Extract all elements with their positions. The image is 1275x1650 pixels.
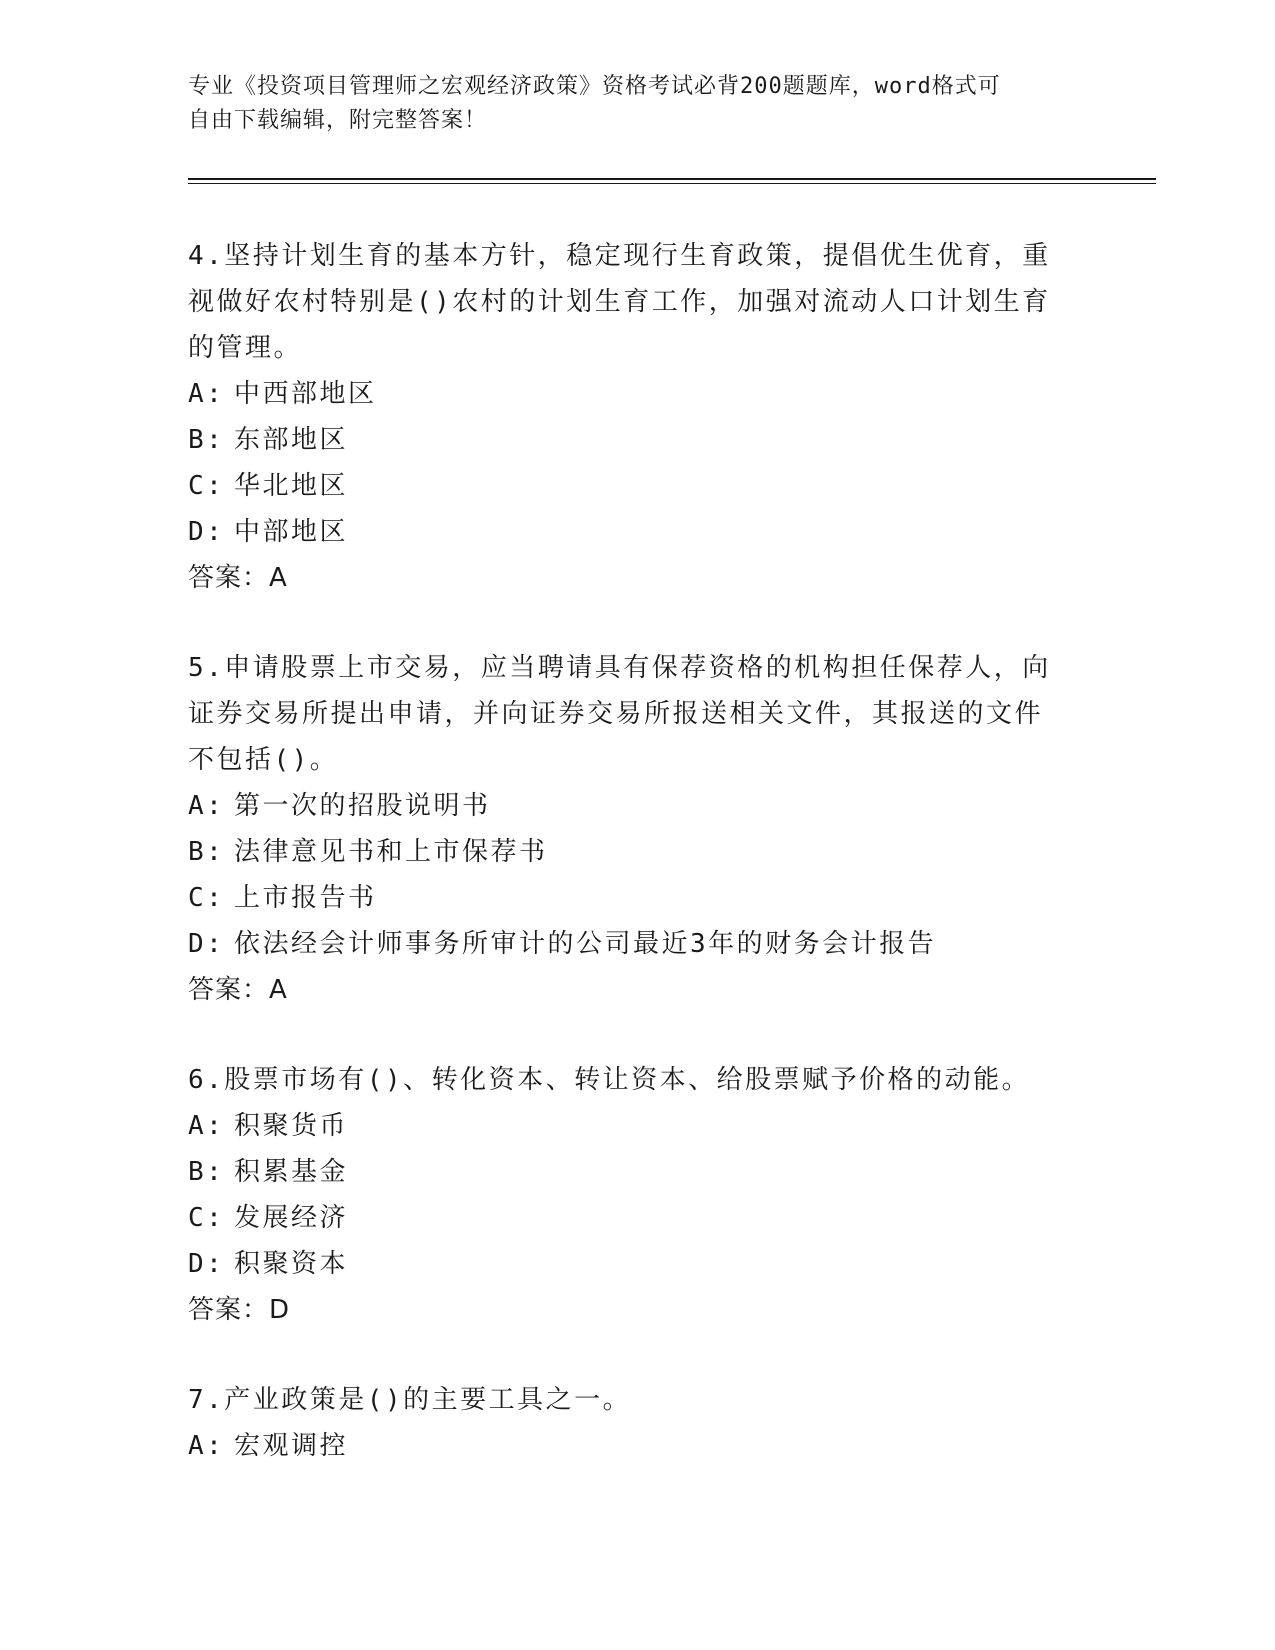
option-d <box>188 509 1068 555</box>
option-b <box>188 1149 1068 1195</box>
question-6 <box>188 1057 1068 1333</box>
answer-line: 答案：A <box>188 563 288 593</box>
stem-line: 6.股票市场有()、转化资本、转让资本、给股票赋予价格的动能。 <box>188 1065 1031 1095</box>
option-d <box>188 921 1068 967</box>
option-text: 上市报告书 <box>234 883 377 913</box>
question-4 <box>188 233 1068 601</box>
question-stem <box>188 645 1068 783</box>
stem-line: 4.坚持计划生育的基本方针，稳定现行生育政策，提倡优生优育，重 <box>188 241 1051 271</box>
document-header <box>188 70 1068 138</box>
option-letter: A: <box>188 1431 225 1461</box>
question-5 <box>188 645 1068 1013</box>
option-c <box>188 875 1068 921</box>
option-d <box>188 1241 1068 1287</box>
header-divider-thick <box>188 178 1156 180</box>
stem-line: 的管理。 <box>188 333 303 363</box>
option-text: 宏观调控 <box>234 1431 349 1461</box>
option-a <box>188 1103 1068 1149</box>
option-letter: B: <box>188 1157 225 1187</box>
option-letter: C: <box>188 1203 225 1233</box>
option-letter: D: <box>188 1249 225 1279</box>
option-b <box>188 829 1068 875</box>
option-text: 第一次的招股说明书 <box>234 791 491 821</box>
option-c <box>188 1195 1068 1241</box>
option-letter: C: <box>188 471 225 501</box>
option-letter: A: <box>188 379 225 409</box>
option-letter: D: <box>188 517 225 547</box>
stem-line: 5.申请股票上市交易，应当聘请具有保荐资格的机构担任保荐人，向 <box>188 653 1051 683</box>
option-letter: D: <box>188 929 225 959</box>
option-text: 积聚资本 <box>234 1249 349 1279</box>
header-line-2: 自由下载编辑，附完整答案！ <box>188 108 488 133</box>
question-stem <box>188 1057 1068 1103</box>
option-text: 中西部地区 <box>234 379 377 409</box>
option-letter: B: <box>188 425 225 455</box>
option-text: 法律意见书和上市保荐书 <box>234 837 548 867</box>
answer-line: 答案：D <box>188 1295 291 1325</box>
option-letter: C: <box>188 883 225 913</box>
stem-line: 视做好农村特别是()农村的计划生育工作，加强对流动人口计划生育 <box>188 287 1051 317</box>
option-text: 华北地区 <box>234 471 349 501</box>
option-b <box>188 417 1068 463</box>
header-line-1: 专业《投资项目管理师之宏观经济政策》资格考试必背200题题库，word格式可 <box>188 74 1001 99</box>
question-7 <box>188 1377 1068 1469</box>
option-text: 积累基金 <box>234 1157 349 1187</box>
header-divider-thin <box>188 183 1156 184</box>
stem-line: 7.产业政策是()的主要工具之一。 <box>188 1385 632 1415</box>
stem-line: 不包括()。 <box>188 745 339 775</box>
option-letter: B: <box>188 837 225 867</box>
question-stem <box>188 1377 1068 1423</box>
question-stem <box>188 233 1068 371</box>
option-a <box>188 783 1068 829</box>
stem-line: 证券交易所提出申请，并向证券交易所报送相关文件，其报送的文件 <box>188 699 1044 729</box>
option-letter: A: <box>188 791 225 821</box>
option-text: 积聚货币 <box>234 1111 349 1141</box>
option-a <box>188 1423 1068 1469</box>
option-text: 发展经济 <box>234 1203 349 1233</box>
option-letter: A: <box>188 1111 225 1141</box>
option-text: 依法经会计师事务所审计的公司最近3年的财务会计报告 <box>234 929 937 959</box>
option-a <box>188 371 1068 417</box>
option-c <box>188 463 1068 509</box>
answer-line: 答案：A <box>188 975 288 1005</box>
option-text: 中部地区 <box>234 517 349 547</box>
option-text: 东部地区 <box>234 425 349 455</box>
